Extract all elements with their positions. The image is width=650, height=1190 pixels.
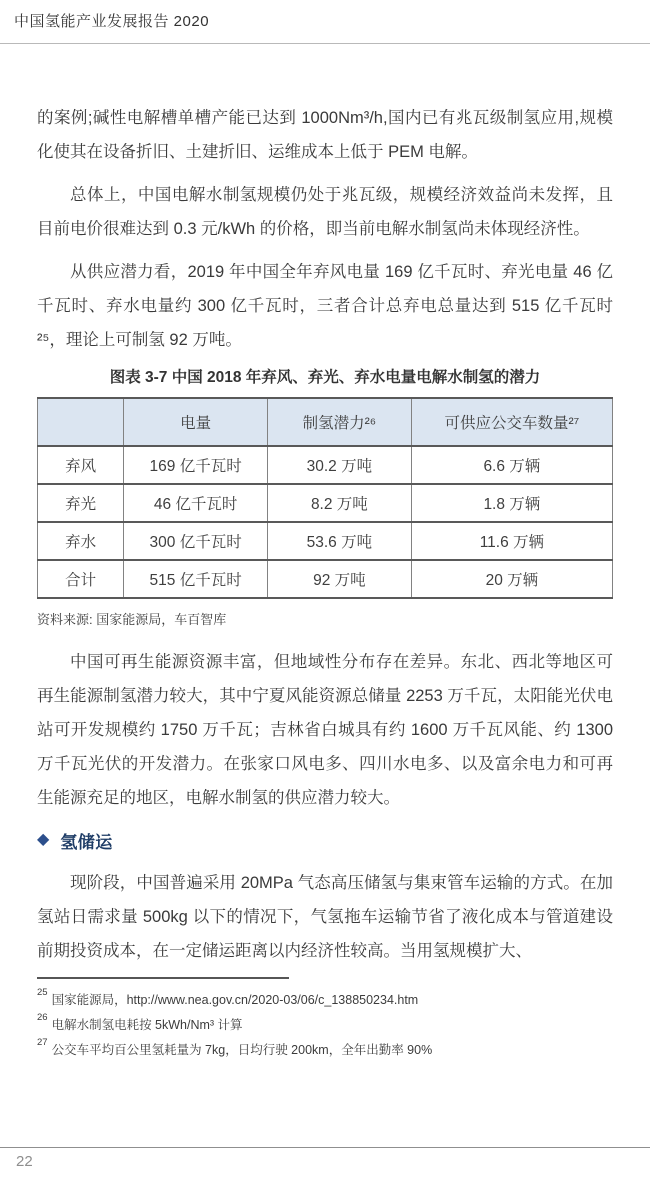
table-header-row [38, 398, 613, 446]
page-number: 22 [16, 1153, 33, 1170]
footer-divider [0, 1147, 650, 1148]
col-header-empty [38, 398, 124, 446]
running-header-title: 中国氢能产业发展报告 2020 [14, 13, 210, 30]
table-row-wind [38, 446, 613, 484]
footnotes-block [37, 977, 613, 1061]
footnote-26 [37, 1011, 613, 1036]
table-row-hydro [38, 522, 613, 560]
table-caption: 图表 3-7 中国 2018 年弃风、弃光、弃水电量电解水制氢的潜力 [109, 369, 541, 386]
table-row-total [38, 560, 613, 598]
footnote-marker: 27 [37, 1037, 48, 1049]
row-label: 合计 [38, 560, 124, 598]
footnote-25 [37, 986, 613, 1011]
paragraph-renewables-regions: 中国可再生能源资源丰富，但地域性分布存在差异。东北、西北等地区可再生能源制氢潜力较大，其中宁夏风能资源总储量 2253 万千瓦，太阳能光伏电站可开发规模约 1750 万千瓦；吉林省白城具有约 1600 万千瓦风能、约 1300 万千瓦光伏的开发潜力。在张家口风电多、四川水电多、以及富余电力和可再生能源充足的地区，电解水制氢的供应潜力较大。 [37, 653, 613, 807]
footnote-divider [37, 977, 289, 979]
cell-bus-count: 11.6 万辆 [411, 522, 612, 560]
paragraph-supply-potential: 从供应潜力看，2019 年中国全年弃风电量 169 亿千瓦时、弃光电量 46 亿千瓦时、弃水电量约 300 亿千瓦时，三者合计总弃电总量达到 515 亿千瓦时²⁵，理论上可制氢 92 万吨。 [37, 263, 613, 349]
cell-h2-potential: 53.6 万吨 [268, 522, 412, 560]
cell-power: 300 亿千瓦时 [124, 522, 268, 560]
col-header-power: 电量 [124, 398, 268, 446]
header-divider [0, 43, 650, 44]
paragraph-overall-scale: 总体上，中国电解水制氢规模仍处于兆瓦级，规模经济效益尚未发挥，且目前电价很难达到 0.3 元/kWh 的价格，即当前电解水制氢尚未体现经济性。 [37, 186, 613, 238]
cell-power: 515 亿千瓦时 [124, 560, 268, 598]
paragraph-electrolyzer-cost: 的案例;碱性电解槽单槽产能已达到 1000Nm³/h,国内已有兆瓦级制氢应用,规模化使其在设备折旧、土建折旧、运维成本上低于 PEM 电解。 [37, 109, 613, 161]
footnote-text: 电解水制氢电耗按 5kWh/Nm³ 计算 [51, 1018, 243, 1033]
section-title: 氢储运 [60, 832, 113, 852]
cell-bus-count: 6.6 万辆 [411, 446, 612, 484]
section-heading-hydrogen-storage [37, 827, 613, 853]
footnote-marker: 26 [37, 1012, 48, 1024]
footnote-text: 公交车平均百公里氢耗量为 7kg，日均行驶 200km，全年出勤率 90% [51, 1043, 433, 1058]
row-label: 弃风 [38, 446, 124, 484]
footnote-text: 国家能源局，http://www.nea.gov.cn/2020-03/06/c_138850234.htm [51, 993, 419, 1008]
cell-bus-count: 20 万辆 [411, 560, 612, 598]
row-label: 弃水 [38, 522, 124, 560]
col-header-h2-potential: 制氢潜力²⁶ [268, 398, 412, 446]
row-label: 弃光 [38, 484, 124, 522]
cell-h2-potential: 30.2 万吨 [268, 446, 412, 484]
footnote-27 [37, 1036, 613, 1061]
cell-h2-potential: 8.2 万吨 [268, 484, 412, 522]
curtailed-power-hydrogen-table [37, 397, 613, 599]
cell-power: 169 亿千瓦时 [124, 446, 268, 484]
cell-h2-potential: 92 万吨 [268, 560, 412, 598]
paragraph-storage-transport: 现阶段，中国普遍采用 20MPa 气态高压储氢与集束管车运输的方式。在加氢站日需求量 500kg 以下的情况下，气氢拖车运输节省了液化成本与管道建设前期投资成本，在一定储运距离以内经济性较高。当用氢规模扩大、 [37, 874, 613, 960]
footnote-marker: 25 [37, 987, 48, 998]
table-row-solar [38, 484, 613, 522]
cell-bus-count: 1.8 万辆 [411, 484, 612, 522]
col-header-bus-count: 可供应公交车数量²⁷ [411, 398, 612, 446]
diamond-bullet-icon: ◆ [37, 831, 50, 848]
cell-power: 46 亿千瓦时 [124, 484, 268, 522]
source-note: 资料来源: 国家能源局，车百智库 [37, 612, 227, 627]
